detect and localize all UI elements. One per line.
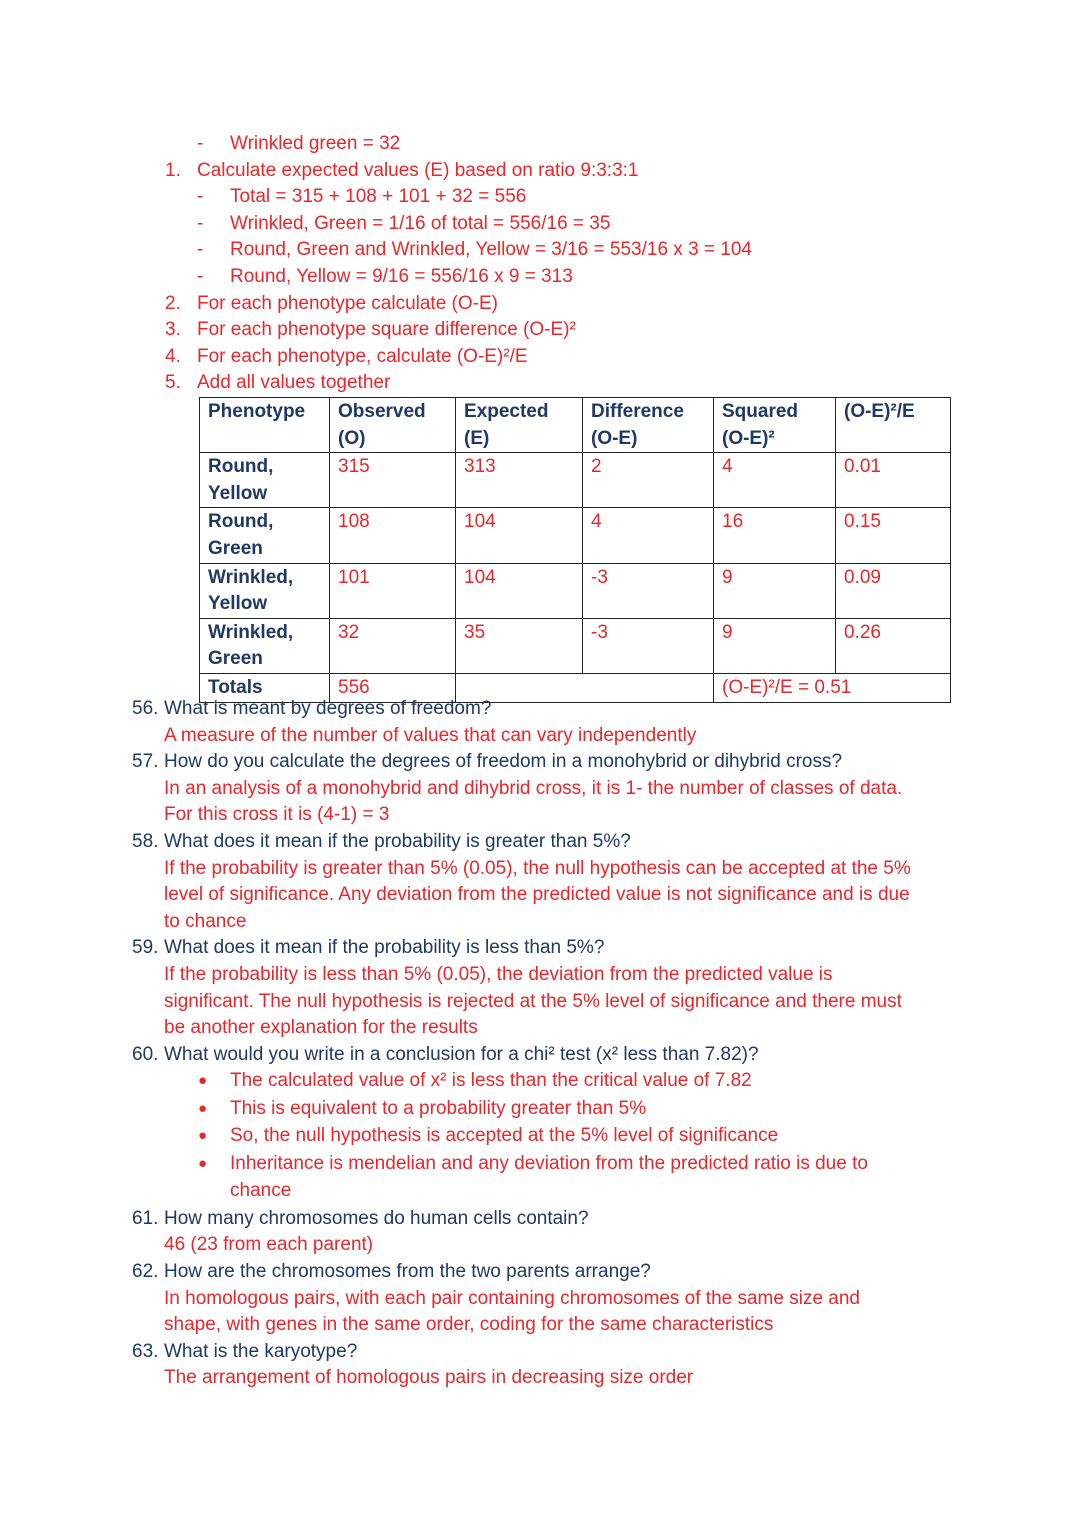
step-2 xyxy=(0,291,1080,318)
step-number: 5. xyxy=(165,372,181,394)
step-text: For each phenotype, calculate (O-E)²/E xyxy=(197,345,528,367)
question-text: What would you write in a conclusion for a chi² test (x² less than 7.82)? xyxy=(164,1043,759,1065)
dash-marker: - xyxy=(197,186,204,208)
question-number: 60. xyxy=(132,1043,159,1065)
top-line xyxy=(0,131,1080,158)
question-number: 57. xyxy=(132,751,159,773)
answer-line: to chance xyxy=(164,910,247,932)
phenotype-cell: Round, Green xyxy=(200,508,330,563)
step-3 xyxy=(0,317,1080,344)
sub-step xyxy=(0,237,1080,264)
ratio-cell: 0.09 xyxy=(836,563,951,618)
answer-line: shape, with genes in the same order, coding for the same characteristics xyxy=(164,1314,774,1336)
question-text: What is meant by degrees of freedom? xyxy=(164,698,492,719)
answer-line: be another explanation for the results xyxy=(164,1017,478,1039)
phenotype-cell: Round, Yellow xyxy=(200,453,330,508)
table-row xyxy=(200,508,951,563)
expected-cell: 313 xyxy=(456,453,583,508)
question-57 xyxy=(0,749,1080,776)
question-text: What does it mean if the probability is less than 5%? xyxy=(164,937,605,959)
answer-line: In homologous pairs, with each pair containing chromosomes of the same size and xyxy=(164,1287,860,1309)
sub-step xyxy=(0,264,1080,291)
question-text: What does it mean if the probability is greater than 5%? xyxy=(164,830,631,852)
question-number: 61. xyxy=(132,1207,159,1229)
answer-line: A measure of the number of values that can vary independently xyxy=(164,724,697,746)
phenotype-cell: Wrinkled, Yellow xyxy=(200,563,330,618)
question-number: 58. xyxy=(132,830,159,852)
line-text: Wrinkled green = 32 xyxy=(230,133,401,154)
answer-line: significant. The null hypothesis is rejected at the 5% level of significance and there must xyxy=(164,990,902,1012)
step-text: For each phenotype square difference (O-E)² xyxy=(197,319,576,341)
question-text: What is the karyotype? xyxy=(164,1340,358,1362)
answer-line: If the probability is greater than 5% (0.05), the null hypothesis can be accepted at the 5% xyxy=(164,857,911,879)
bullet-icon: ● xyxy=(198,1072,208,1090)
dash-marker: - xyxy=(197,133,204,154)
answer-line: If the probability is less than 5% (0.05), the deviation from the predicted value is xyxy=(164,963,833,985)
answer-line: In an analysis of a monohybrid and dihybrid cross, it is 1- the number of classes of data. xyxy=(164,777,903,799)
bullet-icon: ● xyxy=(198,1127,208,1145)
step-1 xyxy=(0,158,1080,185)
header-squared: Squared (O-E)² xyxy=(714,398,836,453)
step-text: Total = 315 + 108 + 101 + 32 = 556 xyxy=(230,186,527,208)
step-text: Round, Yellow = 9/16 = 556/16 x 9 = 313 xyxy=(230,265,573,287)
question-number: 59. xyxy=(132,937,159,959)
bullet-item: ● The calculated value of x² is less than the critical value of 7.82 xyxy=(0,1068,1080,1096)
observed-cell: 32 xyxy=(330,618,456,673)
question-number: 56. xyxy=(132,698,159,719)
header-ratio: (O-E)²/E xyxy=(836,398,951,453)
worked-example xyxy=(0,131,1080,397)
question-60 xyxy=(0,1042,1080,1069)
header-expected: Expected (E) xyxy=(456,398,583,453)
step-number: 1. xyxy=(165,159,181,181)
observed-cell: 108 xyxy=(330,508,456,563)
dash-marker: - xyxy=(197,212,204,234)
question-61 xyxy=(0,1206,1080,1233)
bullet-icon: ● xyxy=(198,1154,208,1172)
header-observed: Observed (O) xyxy=(330,398,456,453)
ratio-cell: 0.01 xyxy=(836,453,951,508)
bullet-item: ● So, the null hypothesis is accepted at the 5% level of significance xyxy=(0,1123,1080,1151)
observed-cell: 101 xyxy=(330,563,456,618)
squared-cell: 16 xyxy=(714,508,836,563)
chi-squared-table xyxy=(199,397,951,703)
question-62 xyxy=(0,1259,1080,1286)
table-row xyxy=(200,618,951,673)
question-59 xyxy=(0,935,1080,962)
table-header-row xyxy=(200,398,951,453)
dash-marker: - xyxy=(197,239,204,261)
totals-label: Totals xyxy=(200,673,330,702)
step-number: 4. xyxy=(165,345,181,367)
difference-cell: -3 xyxy=(583,563,714,618)
squared-cell: 9 xyxy=(714,563,836,618)
sub-step xyxy=(0,211,1080,238)
expected-cell: 35 xyxy=(456,618,583,673)
difference-cell: -3 xyxy=(583,618,714,673)
squared-cell: 4 xyxy=(714,453,836,508)
question-number: 63. xyxy=(132,1340,159,1362)
answer-line: level of significance. Any deviation from the predicted value is not significance and is due xyxy=(164,884,910,906)
step-number: 2. xyxy=(165,292,181,314)
answer-line: 46 (23 from each parent) xyxy=(164,1234,374,1256)
bullet-item: ● This is equivalent to a probability greater than 5% xyxy=(0,1096,1080,1124)
table-row xyxy=(200,453,951,508)
bullet-icon: ● xyxy=(198,1099,208,1117)
observed-cell: 315 xyxy=(330,453,456,508)
question-58 xyxy=(0,829,1080,856)
question-56 xyxy=(0,696,1080,723)
sub-step xyxy=(0,184,1080,211)
step-text: Add all values together xyxy=(197,372,391,394)
step-text: Round, Green and Wrinkled, Yellow = 3/16 = 553/16 x 3 = 104 xyxy=(230,239,752,261)
question-number: 62. xyxy=(132,1261,159,1282)
bullet-item: ● Inheritance is mendelian and any deviation from the predicted ratio is due to xyxy=(0,1151,1080,1179)
step-number: 3. xyxy=(165,319,181,341)
phenotype-cell: Wrinkled, Green xyxy=(200,618,330,673)
answer-line: For this cross it is (4-1) = 3 xyxy=(164,804,390,826)
table-row xyxy=(200,563,951,618)
questions-section xyxy=(0,696,1080,1392)
question-63 xyxy=(0,1339,1080,1366)
header-phenotype: Phenotype xyxy=(200,398,330,453)
bullet-continuation: chance xyxy=(230,1180,292,1202)
step-4 xyxy=(0,344,1080,371)
header-difference: Difference (O-E) xyxy=(583,398,714,453)
ratio-cell: 0.15 xyxy=(836,508,951,563)
step-5 xyxy=(0,370,1080,397)
step-text: Calculate expected values (E) based on ratio 9:3:3:1 xyxy=(197,159,639,181)
step-text: Wrinkled, Green = 1/16 of total = 556/16 = 35 xyxy=(230,212,611,234)
expected-cell: 104 xyxy=(456,508,583,563)
squared-cell: 9 xyxy=(714,618,836,673)
step-text: For each phenotype calculate (O-E) xyxy=(197,292,498,314)
difference-cell: 4 xyxy=(583,508,714,563)
difference-cell: 2 xyxy=(583,453,714,508)
totals-sum: (O-E)²/E = 0.51 xyxy=(714,673,951,702)
expected-cell: 104 xyxy=(456,563,583,618)
question-text: How do you calculate the degrees of freedom in a monohybrid or dihybrid cross? xyxy=(164,751,843,773)
question-text: How are the chromosomes from the two parents arrange? xyxy=(164,1261,651,1282)
totals-observed: 556 xyxy=(330,673,456,702)
dash-marker: - xyxy=(197,265,204,287)
ratio-cell: 0.26 xyxy=(836,618,951,673)
question-text: How many chromosomes do human cells contain? xyxy=(164,1207,589,1229)
answer-line: The arrangement of homologous pairs in decreasing size order xyxy=(164,1367,694,1389)
